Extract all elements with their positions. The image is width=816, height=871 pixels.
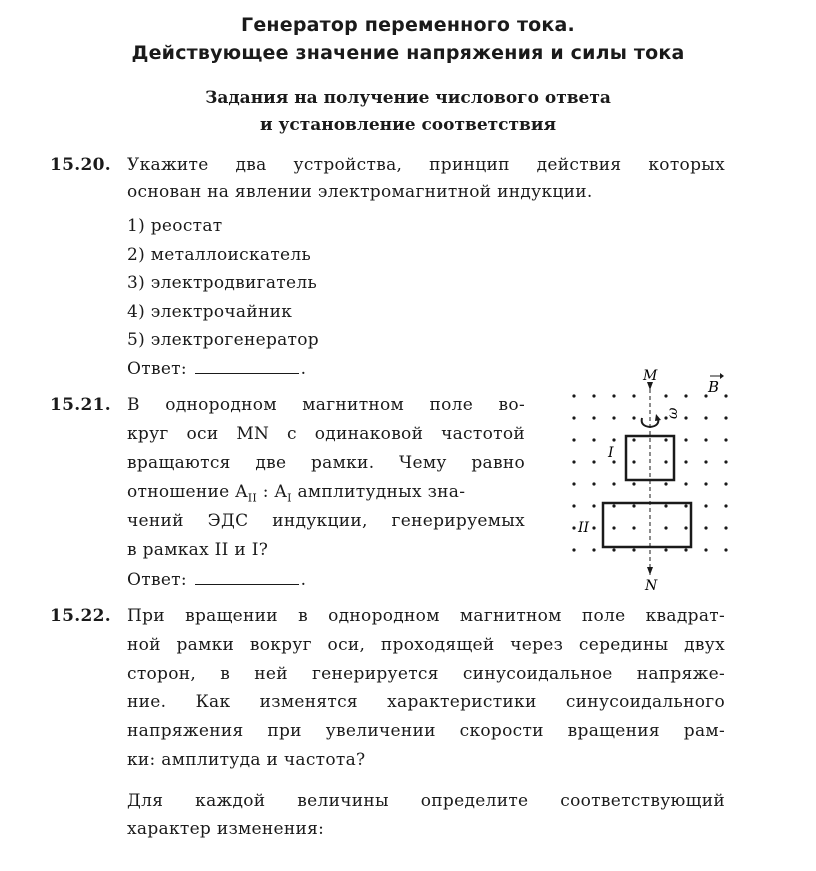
- subsection-title-line2: и установление соответствия: [259, 115, 557, 135]
- field-dot: [612, 394, 615, 397]
- field-dot: [664, 504, 667, 507]
- field-dot: [724, 416, 727, 419]
- field-dot: [632, 438, 635, 441]
- answer-blank[interactable]: [195, 359, 299, 374]
- task-number: 15.21.: [50, 395, 111, 415]
- task-text-line: характер изменения:: [127, 819, 325, 839]
- field-dot: [704, 526, 707, 529]
- field-dot: [704, 438, 707, 441]
- field-dot: [664, 526, 667, 529]
- label-frame-II: II: [578, 520, 590, 536]
- b-vector-arrowhead: [720, 373, 724, 379]
- answer-blank[interactable]: [195, 570, 299, 585]
- task-text-line: отношение $A_{II}$ : $A_I$ амплитудных зна-: [127, 482, 466, 505]
- field-dot: [684, 438, 687, 441]
- field-dot: [572, 504, 575, 507]
- subsection-title-line1: Задания на получение числового ответа: [205, 88, 611, 108]
- field-dot: [632, 548, 635, 551]
- field-dot: [592, 526, 595, 529]
- answer-option: 3) электродвигатель: [127, 273, 318, 293]
- field-dot: [612, 482, 615, 485]
- task-number: 15.22.: [50, 606, 111, 626]
- field-dot: [724, 482, 727, 485]
- field-dot: [592, 482, 595, 485]
- field-dot: [572, 460, 575, 463]
- field-dot: [684, 416, 687, 419]
- section-title-line2: Действующее значение напряжения и силы тока: [131, 42, 685, 64]
- field-dot: [684, 394, 687, 397]
- field-dot: [572, 416, 575, 419]
- task-text-line: круг оси MN с одинаковой частотой: [127, 424, 525, 444]
- field-dot: [592, 438, 595, 441]
- field-dot: [704, 504, 707, 507]
- task-text-line: ной рамки вокруг оси, проходящей через середины двух: [127, 635, 725, 655]
- field-dot: [664, 548, 667, 551]
- task-text-line: сторон, в ней генерируется синусоидальное напряже-: [127, 664, 725, 684]
- field-dot: [572, 438, 575, 441]
- rotating-frames-figure: [560, 360, 735, 595]
- answer-label: Ответ:: [127, 570, 187, 590]
- task-text-line: ние. Как изменятся характеристики синусоидального: [127, 692, 725, 712]
- answer-option: 4) электрочайник: [127, 302, 293, 322]
- field-dot: [572, 526, 575, 529]
- section-title-line1: Генератор переменного тока.: [241, 14, 575, 36]
- field-dot: [592, 394, 595, 397]
- field-dot: [632, 526, 635, 529]
- field-dot: [684, 504, 687, 507]
- field-dot: [664, 438, 667, 441]
- field-dot: [592, 460, 595, 463]
- field-dot: [612, 416, 615, 419]
- answer-label: Ответ:: [127, 359, 187, 379]
- task-text-line: чений ЭДС индукции, генерируемых: [127, 511, 525, 531]
- field-dot: [612, 504, 615, 507]
- field-dot: [724, 548, 727, 551]
- task-text-line: В однородном магнитном поле во-: [127, 395, 525, 415]
- field-dot: [612, 438, 615, 441]
- field-dot: [724, 526, 727, 529]
- rotation-arrow-head: [655, 414, 661, 421]
- task-number: 15.20.: [50, 155, 111, 175]
- answer-option: 2) металлоискатель: [127, 245, 312, 265]
- field-dot: [704, 460, 707, 463]
- field-dot: [704, 548, 707, 551]
- field-dot: [704, 482, 707, 485]
- field-dot: [664, 460, 667, 463]
- field-dot: [664, 394, 667, 397]
- task-text-line: в рамках II и I?: [127, 540, 269, 560]
- field-dot: [632, 482, 635, 485]
- task-text-line: Для каждой величины определите соответствующий: [127, 791, 725, 811]
- label-omega: ω: [665, 407, 681, 419]
- field-dot: [632, 504, 635, 507]
- field-dot: [592, 504, 595, 507]
- field-dot: [684, 548, 687, 551]
- answer-option: 1) реостат: [127, 216, 223, 236]
- answer-line: Ответ: .: [127, 359, 307, 379]
- task-text-line: вращаются две рамки. Чему равно: [127, 453, 525, 473]
- axis-arrow-bottom: [647, 567, 653, 575]
- field-dot: [684, 460, 687, 463]
- field-dot: [632, 394, 635, 397]
- field-dot: [612, 548, 615, 551]
- field-dot: [684, 482, 687, 485]
- task-text-line: Укажите два устройства, принцип действия которых: [127, 155, 725, 175]
- field-dot: [572, 548, 575, 551]
- frame-II: [603, 503, 691, 547]
- label-N: N: [645, 578, 658, 594]
- field-dot: [632, 460, 635, 463]
- field-dot: [704, 416, 707, 419]
- field-dot: [724, 460, 727, 463]
- task-text-line: основан на явлении электромагнитной индукции.: [127, 182, 593, 202]
- label-frame-I: I: [608, 445, 614, 461]
- label-M: M: [643, 368, 658, 384]
- task-text-line: ки: амплитуда и частота?: [127, 750, 366, 770]
- field-dot: [664, 482, 667, 485]
- field-dot: [572, 482, 575, 485]
- field-dot: [724, 504, 727, 507]
- field-dot: [632, 416, 635, 419]
- field-dot: [724, 394, 727, 397]
- field-dot: [592, 548, 595, 551]
- answer-line: Ответ: .: [127, 570, 307, 590]
- label-B: B: [708, 378, 720, 396]
- answer-option: 5) электрогенератор: [127, 330, 319, 350]
- task-text-line: напряжения при увеличении скорости вращения рам-: [127, 721, 725, 741]
- field-dot: [572, 394, 575, 397]
- field-dot: [684, 526, 687, 529]
- field-dot: [612, 526, 615, 529]
- field-dot: [592, 416, 595, 419]
- field-dot: [724, 438, 727, 441]
- task-text-line: При вращении в однородном магнитном поле квадрат-: [127, 606, 725, 626]
